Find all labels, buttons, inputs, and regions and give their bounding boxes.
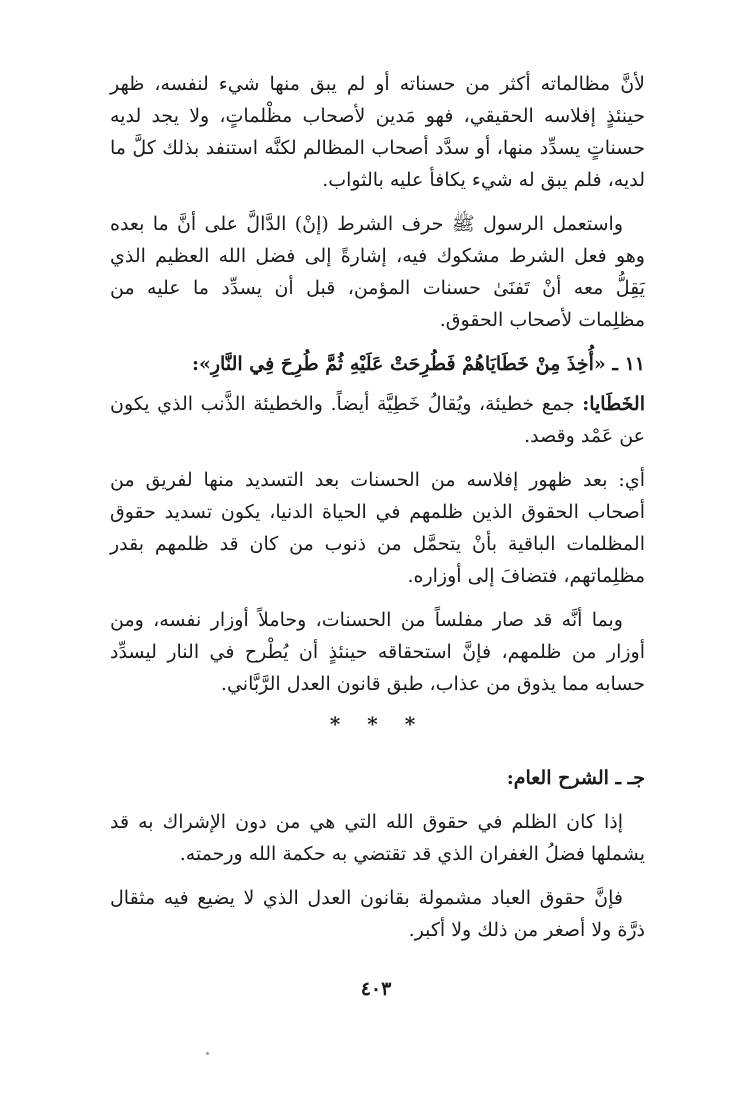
paragraph-general-2: فإنَّ حقوق العباد مشمولة بقانون العدل الذي لا يضيع فيه مثقال ذرَّة ولا أصغر من ذلك ولا أكبر. [110,887,645,941]
scan-speck [206,1052,209,1055]
page-body [110,68,645,958]
page-number: ٤٠٣ [360,978,392,1000]
paragraph-condition-particle: واستعمل الرسول ﷺ حرف الشرط (إنْ) الدَّالَّ على أنَّ ما بعده وهو فعل الشرط مشكوك فيه، إشارةً إلى فضل الله العظيم الذي يَقِلُّ معه أنْ تَفنَىٰ حسنات المؤمن، قبل أن يسدِّد ما عليه من مظلِمات لأصحاب الحقوق. [110,213,645,331]
section-heading: جـ ـ الشرح العام: [506,767,645,789]
paragraph-consequence: وبما أنَّه قد صار مفلساً من الحسنات، وحاملاً أوزار نفسه، ومن أوزار من ظلمهم، فإنَّ استحقاقه حينئذٍ أن يُطْرح في النار ليسدِّد حسابه مما يذوق من عذاب، طبق قانون العدل الرَّبَّاني. [110,609,645,695]
paragraph-definition [110,388,645,452]
item-number: ١١ ـ [612,353,645,375]
paragraph-explanation: أي: بعد ظهور إفلاسه من الحسنات بعد التسديد منها لفريق من أصحاب الحقوق الذين ظلمهم في الحياة الدنيا، يكون تسديد حقوق المظلمات الباقية بأنْ يتحمَّل من ذنوب من كان قد ظلمهم بقدر مظلِماتهم، فتضافَ إلى أوزاره. [110,469,645,587]
paragraph-general-1: إذا كان الظلم في حقوق الله التي هي من دون الإشراك به قد يشملها فضلُ الغفران الذي قد تقتضي به حكمة الله ورحمته. [110,811,645,865]
section-separator: * * * [329,712,426,736]
item-quote: «أُخِذَ مِنْ خَطَايَاهُمْ فَطُرِحَتْ عَلَيْهِ ثُمَّ طُرِحَ فِي النَّارِ»: [191,353,606,375]
paragraph-bankruptcy: لأنَّ مظالماته أكثر من حسناته أو لم يبق منها شيء لنفسه، ظهر حينئذٍ إفلاسه الحقيقي، فهو مَدين لأصحاب مظْلماتٍ، ولا يجد لديه حسناتٍ يسدِّد منها، أو سدَّد أصحاب المظالم لكنَّه استنفد بذلك كلَّ ما لديه، فلم يبق له شيء يكافأ عليه بالثواب. [110,73,645,191]
hadith-item-heading [110,348,645,380]
definition-term: الخَطَايا: [582,393,646,415]
definition-text: جمع خطيئة، ويُقالُ خَطِيَّة أيضاً. والخطيئة الذَّنب الذي يكون عن عَمْد وقصد. [110,393,645,447]
